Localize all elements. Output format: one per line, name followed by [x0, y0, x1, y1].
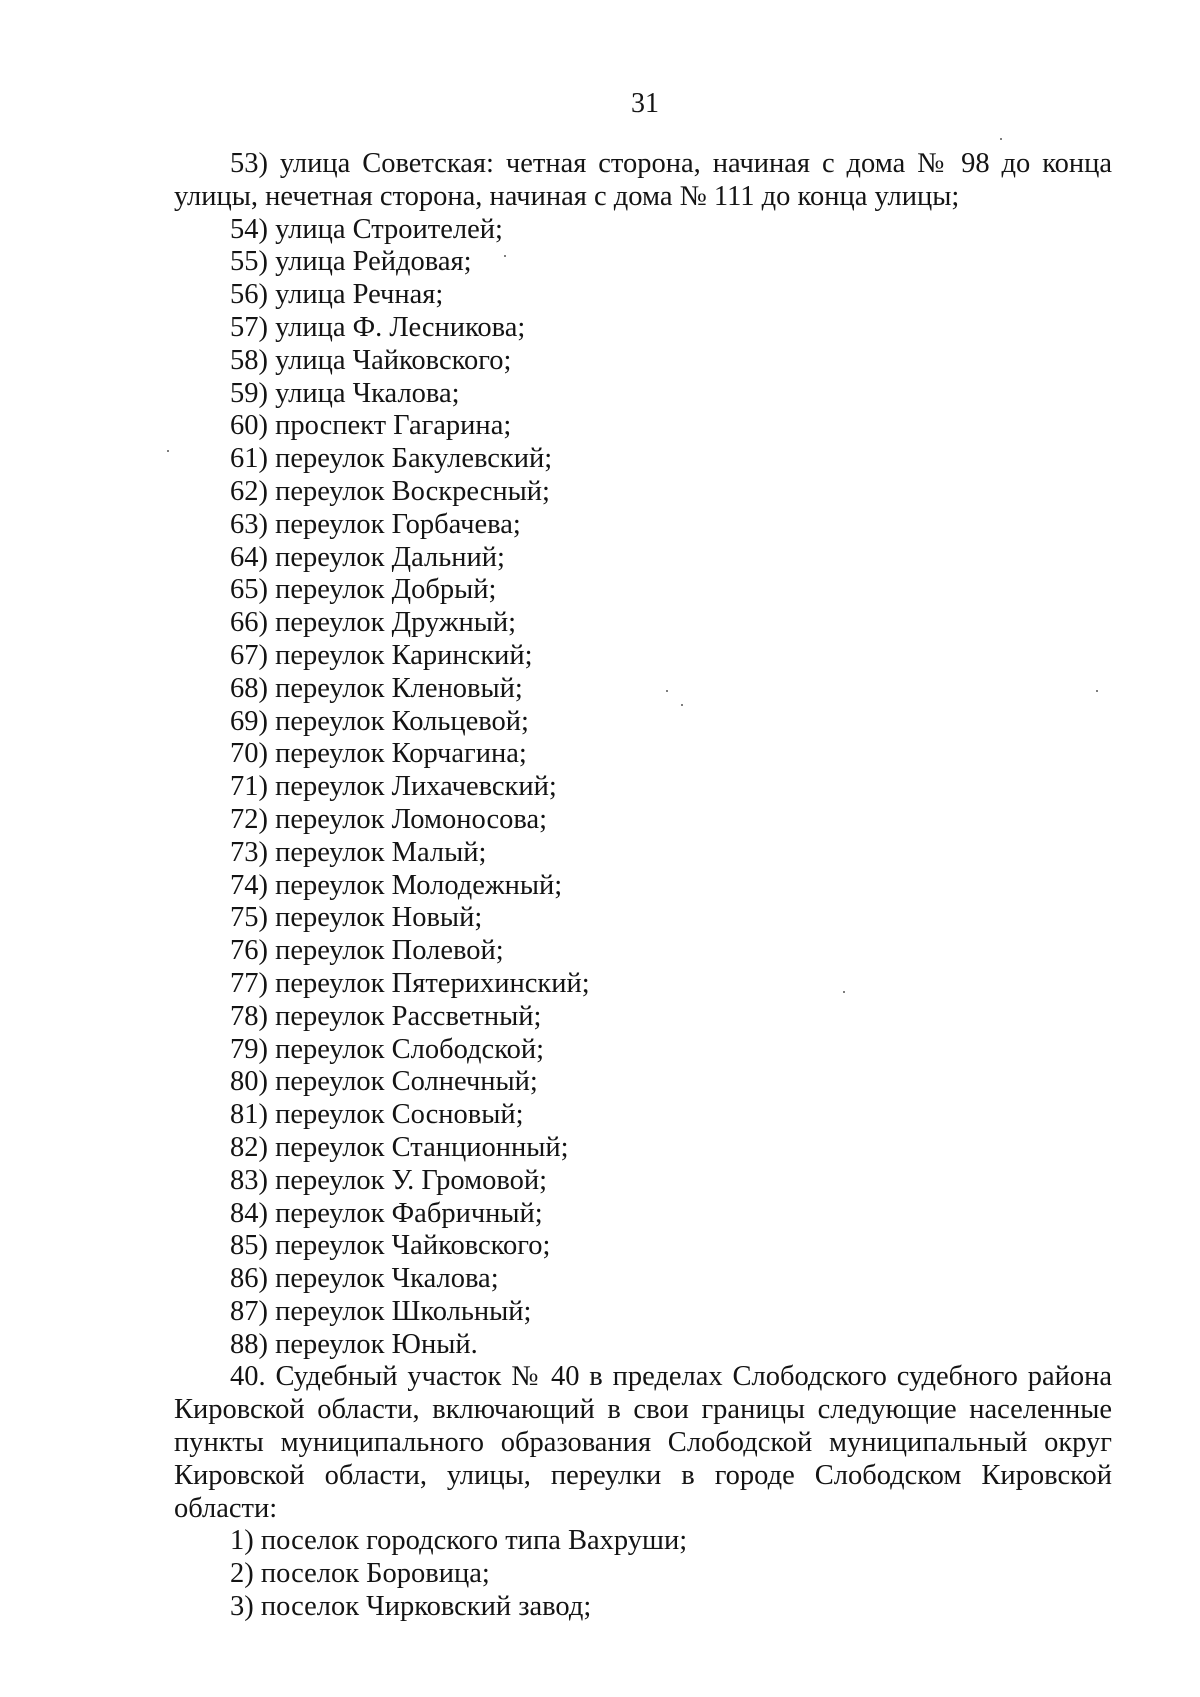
page-number: 31 [631, 88, 659, 119]
list-item: 85) переулок Чайковского; [230, 1230, 551, 1262]
list-item: 67) переулок Каринский; [230, 639, 533, 671]
list-item: 71) переулок Лихачевский; [230, 771, 557, 803]
street-list [174, 214, 1112, 1362]
scan-speck [1096, 690, 1098, 692]
list-item: 68) переулок Кленовый; [230, 672, 523, 704]
list-item: 79) переулок Слободской; [230, 1033, 545, 1065]
list-item: 54) улица Строителей; [230, 213, 503, 245]
list-item: 55) улица Рейдовая; [230, 246, 472, 278]
list-item: 73) переулок Малый; [230, 836, 487, 868]
list-item: 56) улица Речная; [230, 279, 444, 311]
list-item: 66) переулок Дружный; [230, 607, 517, 639]
list-item: 3) поселок Чирковский завод; [230, 1591, 592, 1623]
list-item: 65) переулок Добрый; [230, 574, 497, 606]
list-item: 60) проспект Гагарина; [230, 410, 512, 442]
list-item: 58) улица Чайковского; [230, 344, 512, 376]
list-item: 63) переулок Горбачева; [230, 508, 521, 540]
list-item: 84) переулок Фабричный; [230, 1197, 543, 1229]
settlement-list [174, 1525, 1112, 1623]
list-item: 77) переулок Пятерихинский; [230, 967, 590, 999]
list-item: 74) переулок Молодежный; [230, 869, 563, 901]
list-item: 88) переулок Юный. [230, 1328, 478, 1360]
list-item: 70) переулок Корчагина; [230, 738, 527, 770]
list-item: 72) переулок Ломоносова; [230, 803, 548, 835]
list-item-53: 53) улица Советская: четная сторона, начиная с дома № 98 до конца улицы, нечетная сторона, начиная с дома № 111 до конца улицы; [174, 148, 1112, 212]
scan-speck [843, 991, 845, 993]
list-item: 86) переулок Чкалова; [230, 1263, 499, 1295]
scan-speck [681, 704, 683, 706]
list-item: 2) поселок Боровица; [230, 1558, 490, 1590]
list-item: 78) переулок Рассветный; [230, 1000, 542, 1032]
list-item: 69) переулок Кольцевой; [230, 705, 529, 737]
list-item: 59) улица Чкалова; [230, 377, 460, 409]
list-item: 61) переулок Бакулевский; [230, 443, 553, 475]
list-item: 81) переулок Сосновый; [230, 1099, 524, 1131]
scan-speck [504, 255, 506, 257]
scan-speck [1000, 138, 1002, 140]
list-item: 62) переулок Воскресный; [230, 475, 550, 507]
section-paragraph-40: 40. Судебный участок № 40 в пределах Слободского судебного района Кировской области, включающий в свои границы следующие населенные пункты муниципального образования Слободской муниципальный округ Кировской области, улицы, переулки в городе Слободском Кировской области: [174, 1361, 1112, 1524]
list-item: 75) переулок Новый; [230, 902, 483, 934]
list-item: 64) переулок Дальний; [230, 541, 505, 573]
list-item: 87) переулок Школьный; [230, 1295, 532, 1327]
list-item: 80) переулок Солнечный; [230, 1066, 538, 1098]
scan-speck [666, 690, 668, 692]
document-body [174, 148, 1112, 1624]
list-item: 76) переулок Полевой; [230, 935, 504, 967]
list-item: 83) переулок У. Громовой; [230, 1164, 548, 1196]
list-item: 1) поселок городского типа Вахруши; [230, 1525, 688, 1557]
scan-speck [167, 450, 169, 452]
list-item: 57) улица Ф. Лесникова; [230, 311, 526, 343]
list-item: 82) переулок Станционный; [230, 1131, 569, 1163]
